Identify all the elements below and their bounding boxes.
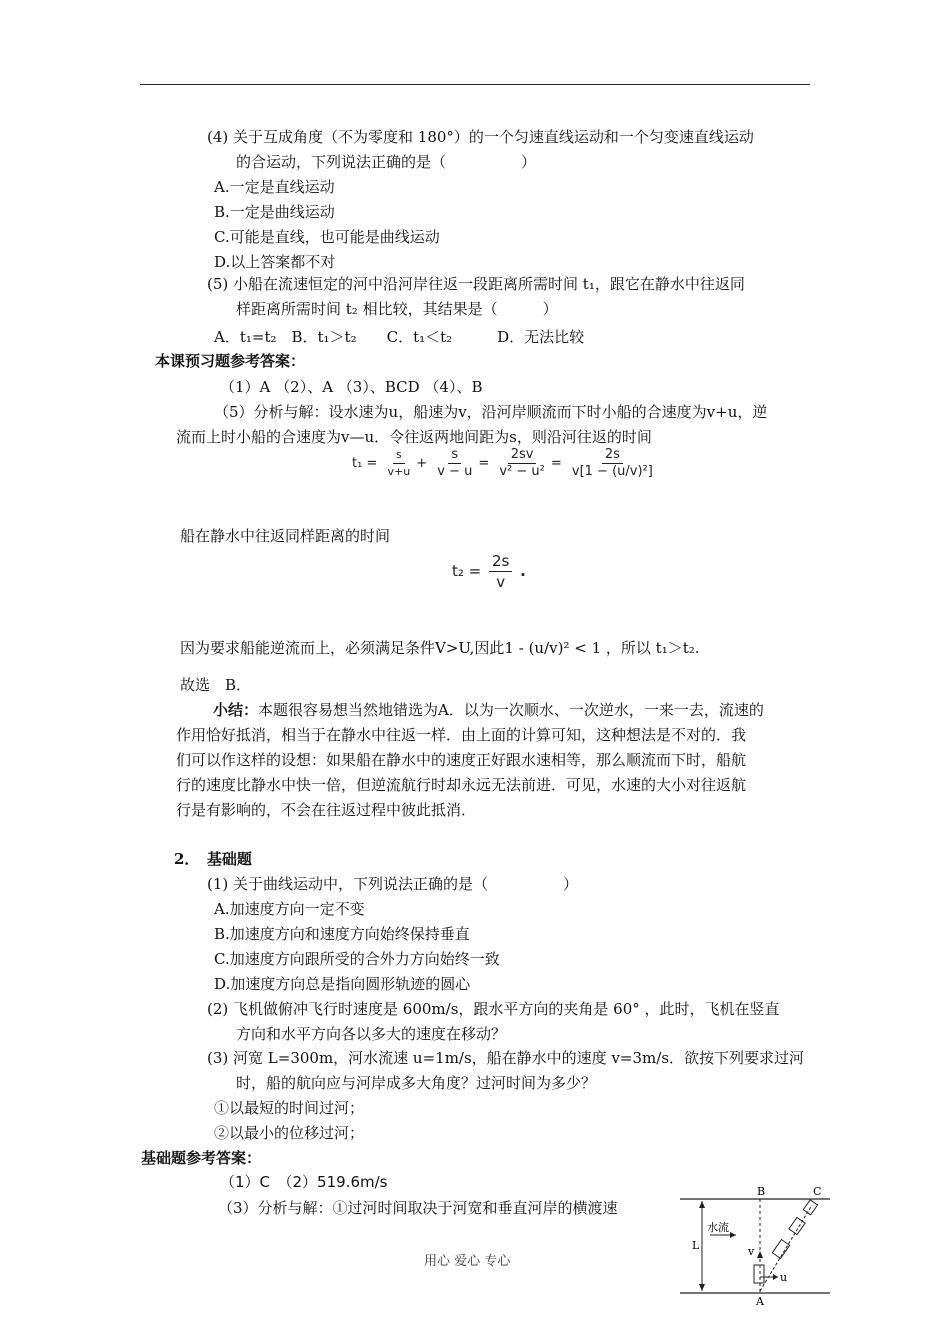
q4-option-b: B.一定是曲线运动 [214,203,335,221]
u-vector-head [773,1274,778,1280]
summary-label: 小结： [213,701,259,719]
eq1-fraction-4: $\frac{2s}{\text{v[1 − (u/v)²]}}$ [571,447,653,479]
preview-answers-line6: 故选 B． [180,676,252,694]
q4-option-a: A.一定是直线运动 [214,178,335,196]
eq1-lhs: t₁ = [352,456,378,471]
basic-answers-heading: 基础题参考答案： [141,1149,262,1167]
eq2-fraction: $\frac{2s}{v}$ [489,552,512,591]
flow-arrowhead [730,1232,736,1238]
basic-q1-option-b: B.加速度方向和速度方向始终保持垂直 [214,925,470,943]
q4-stem-line1: (4) 关于互成角度（不为零度和 180°）的一个匀速直线运动和一个匀变速直线运动 [207,128,754,146]
label-l: L [692,1239,700,1252]
eq2-lhs: t₂ = [452,562,482,580]
preview-answers-line5: 因为要求船能逆流而上，必须满足条件V>U,因此1 - (u/v)² < 1 ，所以 t₁＞t₂. [180,639,700,657]
basic-q3-line2: 时，船的航向应与河岸成多大角度？过河时间为多少？ [236,1074,597,1092]
basic-q3-line1: (3) 河宽 L=300m，河水流速 u=1m/s，船在静水中的速度 v=3m/s．欲按下列要求过河 [207,1049,805,1067]
q5-stem-line2: 样距离所需时间 t₂ 相比较，其结果是（ ） [236,300,558,318]
basic-q1-stem: (1) 关于曲线运动中，下列说法正确的是（ ） [207,875,579,893]
preview-answers-line2: （5）分析与解：设水速为u，船速为v，沿河岸顺流而下时小船的合速度为v+u，逆 [214,403,768,421]
page-footer: 用心 爱心 专心 [424,1254,511,1269]
label-flow: 水流 [707,1221,729,1234]
v-vector-head [757,1251,763,1258]
basic-answers-line1: （1）C （2）519.6m/s [220,1173,388,1191]
label-a: A [756,1295,764,1308]
summary-line4: 行的速度比静水中快一倍，但逆流航行时却永远无法前进．可见，水速的大小对往返航 [176,776,747,794]
equation-t2: t₂ = $\frac{2s}{v}$ . [452,552,526,591]
basic-answers-line2: （3）分析与解：①过河时间取决于河宽和垂直河岸的横渡速 [218,1199,618,1217]
preview-answers-line3: 流而上时小船的合速度为v—u．令往返两地间距为s，则沿河往返的时间 [176,428,652,446]
basic-q1-option-a: A.加速度方向一定不变 [214,900,365,918]
basic-heading: 2． 基础题 [174,850,252,868]
preview-answers-line1: （1）A （2）、A （3）、BCD （4）、B [220,378,483,396]
summary-line5: 行是有影响的，不会在往返过程中彼此抵消． [176,801,477,819]
basic-q2-line2: 方向和水平方向各以多大的速度在移动？ [236,1025,507,1043]
q5-stem-line1: (5) 小船在流速恒定的河中沿河岸往返一段距离所需时间 t₁，跟它在静水中往返同 [207,275,745,293]
dimension-arrow-bottom [699,1284,705,1291]
label-v: v [748,1245,755,1258]
eq1-fraction-3: $\frac{2sv}{\text{v² − u²}}$ [499,447,545,479]
summary-line1: 小结：本题很容易想当然地错选为A．以为一次顺水、一次逆水，一来一去，流速的 [213,701,764,719]
summary-line2: 作用恰好抵消，相当于在静水中往返一样．由上面的计算可知，这种想法是不对的．我 [176,726,747,744]
basic-q3-part-b: ②以最小的位移过河； [214,1124,365,1142]
equation-t1: t₁ = $\frac{s}{v+u}$ + $\frac{s}{v - u}$ = $\frac{2sv}{\text{v² − u²}}$ = $\frac{2s}{\text{v[1 − (u/v)²]}}$ [352,448,659,479]
boat-1 [754,1265,764,1283]
river-crossing-diagram [680,1183,840,1308]
basic-q1-option-d: D.加速度方向总是指向圆形轨迹的圆心 [214,975,471,993]
q4-option-c: C.可能是直线，也可能是曲线运动 [214,228,440,246]
label-b: B [757,1185,766,1198]
label-c: C [813,1185,822,1198]
q4-option-d: D.以上答案都不对 [214,253,336,271]
q4-stem-line2: 的合运动，下列说法正确的是（ ） [236,153,537,171]
basic-q2-line1: (2) 飞机做俯冲飞行时速度是 600m/s，跟水平方向的夹角是 60° ，此时，飞机在竖直 [207,1000,780,1018]
preview-answers-heading: 本课预习题参考答案： [155,352,306,370]
eq1-fraction-1: $\frac{s}{v+u}$ [387,448,411,478]
header-rule [140,84,810,85]
q5-options: A．t₁=t₂ B．t₁＞t₂ C．t₁＜t₂ D．无法比较 [214,328,585,346]
dimension-arrow-top [699,1201,705,1208]
summary-line3: 们可以作这样的设想：如果船在静水中的速度正好跟水速相等，那么顺流而下时，船航 [176,751,747,769]
preview-answers-line4: 船在静水中往返同样距离的时间 [180,527,391,545]
basic-q1-option-c: C.加速度方向跟所受的合外力方向始终一致 [214,950,500,968]
basic-q3-part-a: ①以最短的时间过河； [214,1099,365,1117]
eq1-fraction-2: $\frac{s}{v - u}$ [437,447,473,479]
label-u: u [780,1271,788,1284]
